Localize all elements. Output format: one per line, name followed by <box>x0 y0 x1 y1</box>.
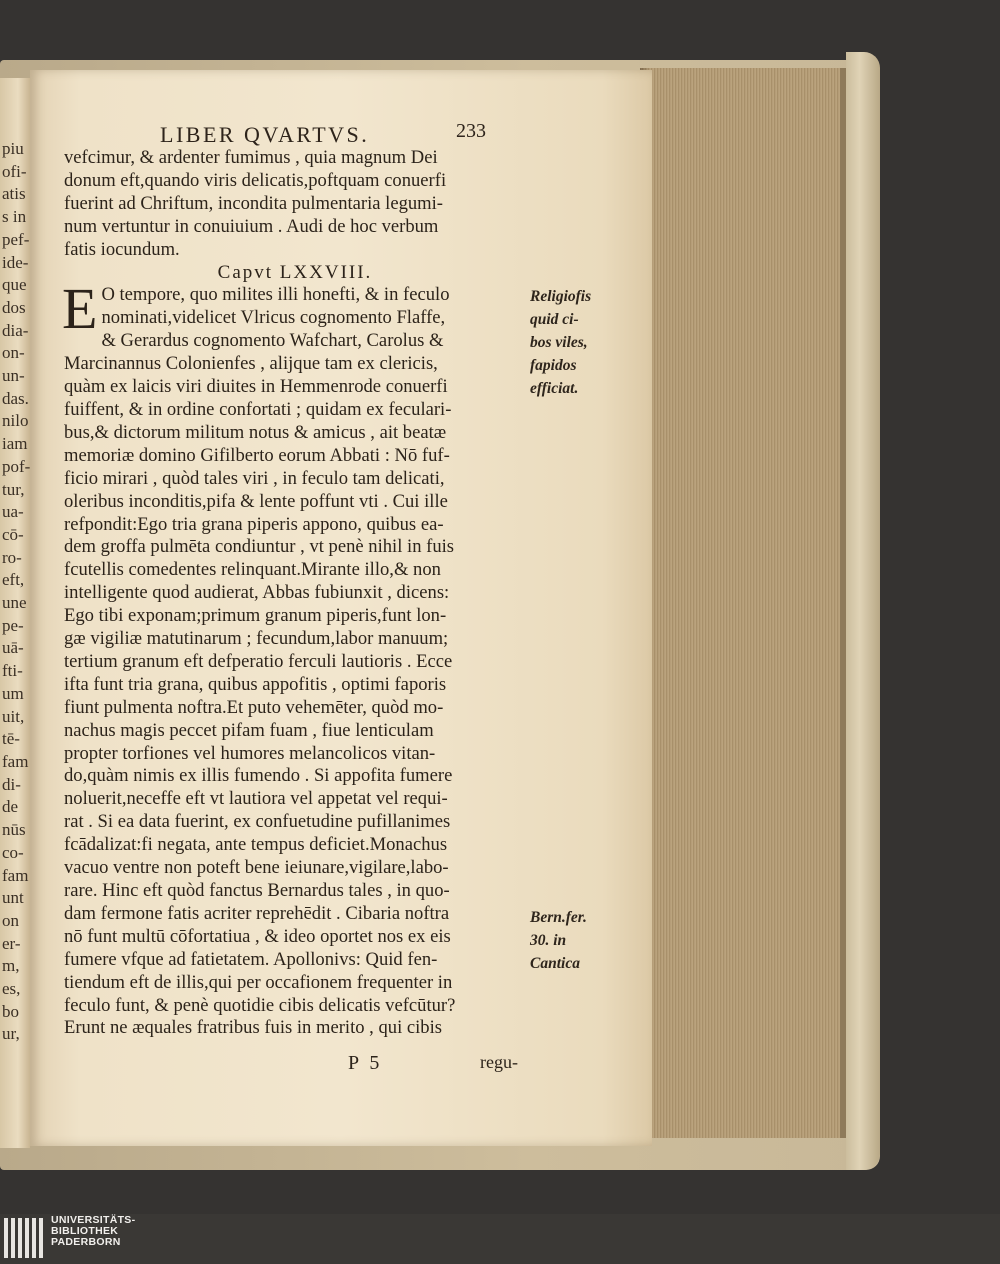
text-line: fiunt pulmenta noftra.Et puto vehemēter, quòd mo- <box>64 696 444 718</box>
fragment-line: pof- <box>2 456 30 476</box>
logo-line-3: PADERBORN <box>51 1236 121 1249</box>
fragment-line: uā- <box>2 638 24 658</box>
fragment-line: ofi- <box>2 161 27 181</box>
fragment-line: ro- <box>2 547 22 567</box>
text-line: rare. Hinc eft quòd fanctus Bernardus tales , in quo- <box>64 880 450 901</box>
margin-note-line: Bern.fer. <box>530 909 587 926</box>
lines-before-chapter <box>64 147 526 262</box>
fragment-line: um <box>2 683 24 703</box>
book-cover-edge <box>846 52 880 1170</box>
fragment-line: di- <box>2 774 21 794</box>
chapter-lines <box>62 276 526 1040</box>
text-line: fcādalizat:fi negata, ante tempus deficiet.Monachus <box>64 834 448 856</box>
fragment-line: uit, <box>2 706 25 726</box>
text-line: Ego tibi exponam;primum granum piperis,funt lon- <box>64 605 447 627</box>
text-line: noluerit,neceffe eft vt lautiora vel appetat vel requi- <box>64 788 448 810</box>
fragment-line: on- <box>2 343 25 363</box>
fragment-line: une <box>2 593 27 613</box>
text-line: fuiffent, & in ordine confortati ; quidam ex feculari- <box>64 398 452 420</box>
library-logo-text <box>51 1215 135 1249</box>
text-line: propter torfiones vel humores melancolicos vitan- <box>64 742 436 764</box>
fragment-line: dos <box>2 297 26 317</box>
fragment-line: nūs <box>2 820 26 840</box>
text-line: Marcinannus Colonienfes , alijque tam ex clericis, <box>64 353 438 375</box>
fragment-line: fam <box>2 751 29 771</box>
fragment-line: s in <box>2 207 27 227</box>
text-line: refpondit:Ego tria grana piperis appono, quibus ea- <box>64 513 444 535</box>
text-line: tiendum eft de illis,qui per occafionem frequenter in <box>64 971 453 993</box>
previous-page-sliver <box>0 78 30 1148</box>
drop-capital: E <box>62 276 98 342</box>
text-line: & Gerardus cognomento Wafchart, Carolus & <box>101 330 444 352</box>
library-logo-icon <box>4 1218 44 1258</box>
fragment-line: un- <box>2 366 25 386</box>
fragment-line: fam <box>2 865 29 885</box>
margin-note-line: quid ci- <box>530 311 579 328</box>
margin-note-line: bos viles, <box>530 334 588 351</box>
page-number: 233 <box>456 120 486 142</box>
text-line: fuerint ad Chriftum, incondita pulmentaria legumi- <box>64 192 444 214</box>
margin-note-religiosis <box>530 285 630 400</box>
fragment-line: piu <box>2 139 24 158</box>
text-line: tertium granum eft defperatio ferculi lautioris . Ecce <box>64 650 453 672</box>
logo-line-2: BIBLIOTHEK <box>51 1225 119 1238</box>
fragment-line: iam <box>2 434 28 454</box>
text-line: Erunt ne æquales fratribus fuis in merito , qui cibis <box>64 1017 443 1039</box>
fragment-line: bo <box>2 1001 19 1021</box>
text-line: donum eft,quando viris delicatis,poftquam conuerfi <box>64 169 447 191</box>
fragment-line: er- <box>2 933 21 953</box>
running-head <box>160 122 520 148</box>
footer-bar <box>0 1214 1000 1264</box>
fragment-line: eft, <box>2 570 25 590</box>
fragment-line: ua- <box>2 502 24 522</box>
logo-line-1: UNIVERSITÄTS- <box>51 1214 136 1226</box>
text-line: dam fermone fatis acriter reprehēdit . Cibaria noftra <box>64 902 450 924</box>
text-line: feculo funt, & penè quotidie cibis delicatis vefcūtur? <box>64 994 456 1016</box>
fragment-line: unt <box>2 888 24 908</box>
text-line: ficio mirari , quòd tales viri , in feculo tam delicati, <box>64 467 445 489</box>
text-line: quàm ex laicis viri diuites in Hemmenrode conuerfi <box>64 376 448 398</box>
margin-note-line: 30. in <box>530 932 567 949</box>
text-line: fcutellis comedentes relinquant.Mirante illo,& non <box>64 559 441 581</box>
fragment-line: dia- <box>2 320 29 340</box>
fragment-line: es, <box>2 979 21 999</box>
fragment-line: das. <box>2 388 29 408</box>
margin-note-line: Cantica <box>530 955 580 972</box>
chapter-text <box>62 276 526 1040</box>
body-text <box>64 147 526 1040</box>
margin-note-line: efficiat. <box>530 380 579 397</box>
fragment-line: nilo <box>2 411 29 431</box>
text-line: nachus magis peccet pifam fuam , fiue lenticulam <box>64 719 434 741</box>
text-line: bus,& dictorum militum notus & amicus , ait beatæ <box>64 421 447 443</box>
fragment-line: cō- <box>2 524 24 544</box>
fragment-line: de <box>2 797 19 817</box>
text-line: vefcimur, & ardenter fumimus , quia magnum Dei <box>64 147 438 168</box>
text-line: fumere vfque ad fatietatem. Apollonivs: Quid fen- <box>64 948 438 970</box>
fragment-line: ur, <box>2 1024 20 1044</box>
fragment-line: m, <box>2 956 20 976</box>
fragment-line: pef- <box>2 229 30 249</box>
text-line: ifta funt tria grana, quibus appofitis , optimi faporis <box>64 673 447 695</box>
signature-mark: P 5 <box>348 1052 383 1074</box>
fragment-line: fti- <box>2 661 23 681</box>
text-line: do,quàm nimis ex illis fumendo . Si appofita fumere <box>64 765 453 787</box>
fragment-line: tur, <box>2 479 25 499</box>
fragment-line: ide- <box>2 252 29 272</box>
running-head-title: LIBER QVARTVS. <box>160 122 370 147</box>
page-fore-edge <box>640 68 846 1138</box>
fragment-line: pe- <box>2 615 24 635</box>
fragment-line: co- <box>2 842 24 862</box>
text-line: oleribus inconditis,pifa & lente poffunt vti . Cui ille <box>64 490 448 512</box>
catchword: regu- <box>480 1052 518 1072</box>
text-line: intelligente quod audierat, Abbas fubiunxit , dicens: <box>64 582 450 604</box>
fragment-line: on <box>2 910 19 930</box>
text-line: memoriæ domino Gifilberto eorum Abbati : Nō fuf- <box>64 444 450 466</box>
chapter-heading: Capvt LXXVIII. <box>217 261 373 283</box>
margin-note-line: fapidos <box>530 357 577 374</box>
text-line: vacuo ventre non poteft bene ieiunare,vigilare,labo- <box>64 857 449 879</box>
text-line: num vertuntur in conuiuium . Audi de hoc verbum <box>64 215 439 237</box>
previous-page-fragments <box>0 78 30 1046</box>
text-line: rat . Si ea data fuerint, ex confuetudine pufillanimes <box>64 811 451 833</box>
text-line: nominati,videlicet Vlricus cognomento Flaffe, <box>101 307 446 329</box>
text-line: dem groffa pulmēta condiuntur , vt penè nihil in fuis <box>64 536 455 558</box>
text-line: gæ vigiliæ matutinarum ; fecundum,labor manuum; <box>64 628 449 650</box>
margin-note-line: Religiofis <box>530 288 592 305</box>
fragment-line: atis <box>2 184 26 204</box>
text-line: O tempore, quo milites illi honefti, & in feculo <box>101 284 450 306</box>
fragment-line: tē- <box>2 729 20 749</box>
text-line: fatis iocundum. <box>64 238 180 260</box>
text-line: nō funt multū cōfortatiua , & ideo oportet nos ex eis <box>64 925 451 947</box>
margin-note-bernardus <box>530 906 630 975</box>
fragment-line: que <box>2 275 27 295</box>
